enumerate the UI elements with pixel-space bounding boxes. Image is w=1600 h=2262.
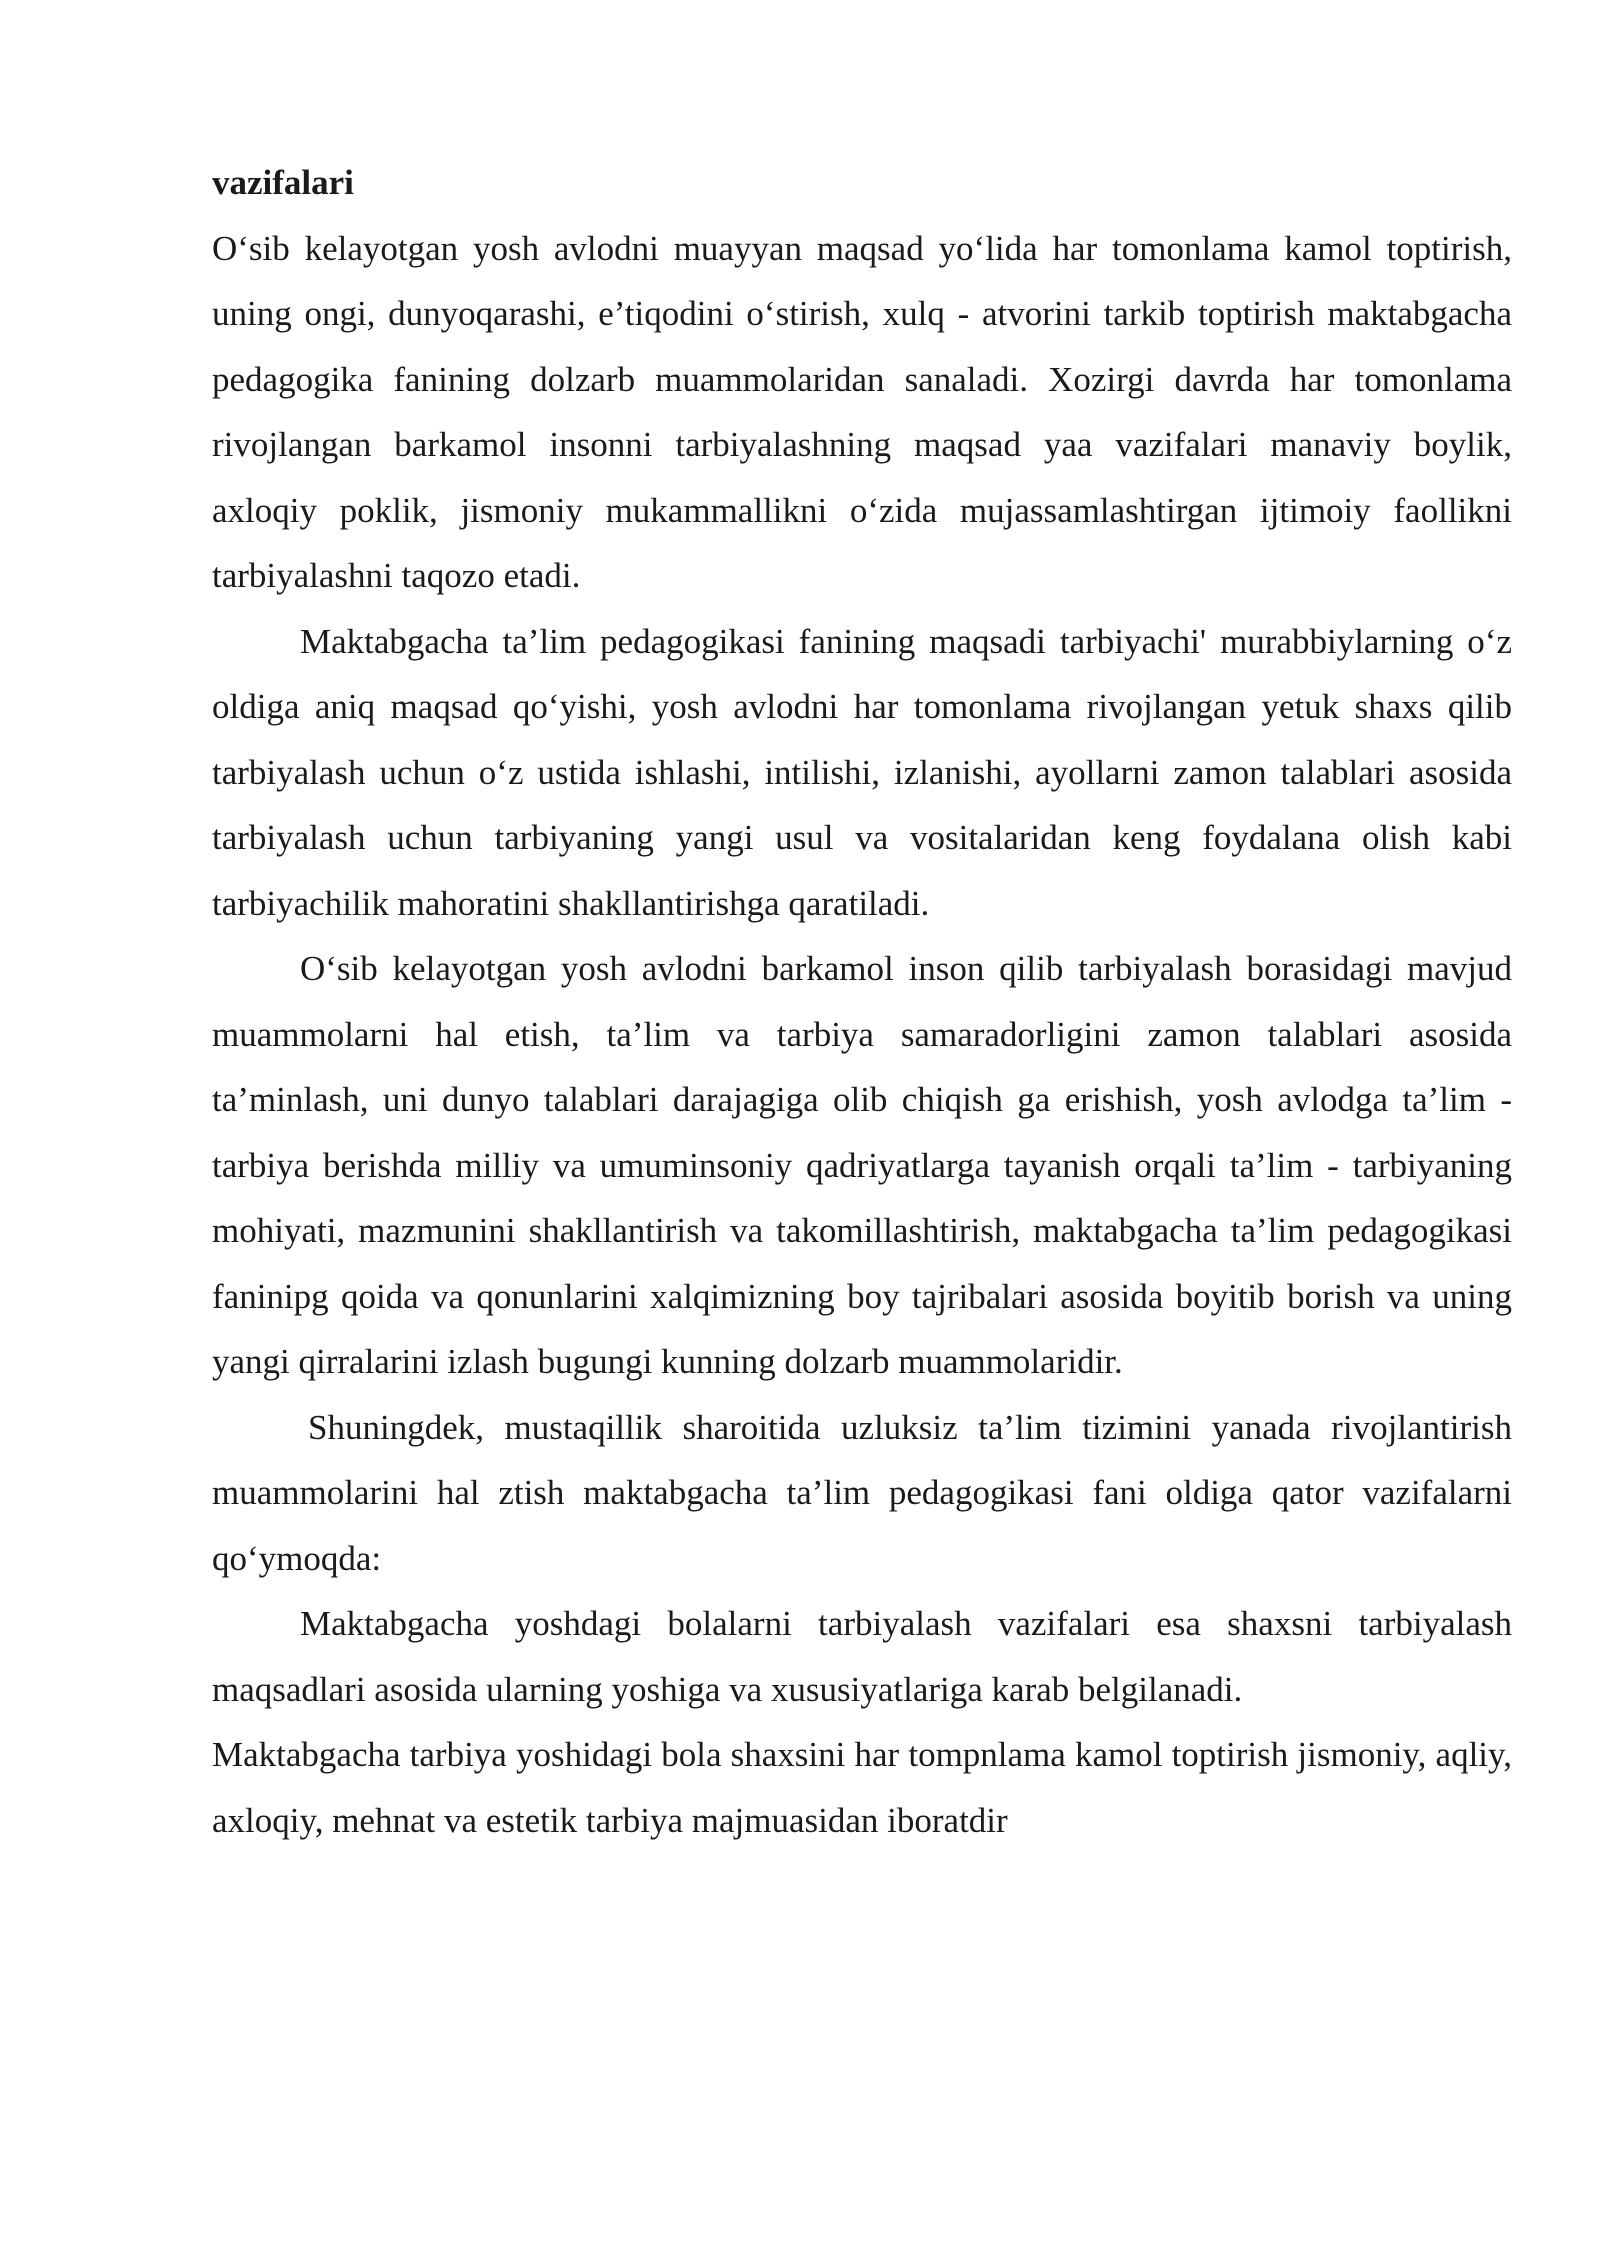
paragraph-4: Shuningdek, mustaqillik sharoitida uzluksiz ta’lim tizimini yanada rivojlantirish muammolarini hal ztish maktabgacha ta’lim pedagogikasi fani oldiga qator vazifalarni qo‘ymoqda: [212,1407,1512,1578]
paragraph-3: O‘sib kelayotgan yosh avlodni barkamol inson qilib tarbiyalash borasidagi mavjud muammolarni hal etish, ta’lim va tarbiya samaradorligini zamon talablari asosida ta’minlash, uni dunyo talablari darajagiga olib chiqish ga erishish, yosh avlodga ta’lim - tarbiya berishda milliy va umuminsoniy qadriyatlarga tayanish orqali ta’lim - tarbiyaning mohiyati, mazmunini shakllantirish va takomillashtirish, maktabgacha ta’lim pedagogikasi faninipg qoida va qonunlarini xalqimizning boy tajribalari asosida boyitib borish va uning yangi qirralarini izlash bugungi kunning dolzarb muammolaridir. [212,949,1512,1381]
document-page [212,150,1512,1853]
paragraph-6: Maktabgacha tarbiya yoshidagi bola shaxsini har tompnlama kamol toptirish jismoniy, aqliy, axloqiy, mehnat va estetik tarbiya majmuasidan iboratdir [212,1735,1512,1840]
paragraph-2: Maktabgacha ta’lim pedagogikasi fanining maqsadi tarbiyachi' murabbiylarning o‘z oldiga aniq maqsad qo‘yishi, yosh avlodni har tomonlama rivojlangan yetuk shaxs qilib tarbiyalash uchun o‘z ustida ishlashi, intilishi, izlanishi, ayollarni zamon talablari asosida tarbiyalash uchun tarbiyaning yangi usul va vositalaridan keng foydalana olish kabi tarbiyachilik mahoratini shakllantirishga qaratiladi. [212,621,1512,923]
document-heading: vazifalari [212,163,354,202]
paragraph-5: Maktabgacha yoshdagi bolalarni tarbiyalash vazifalari esa shaxsni tarbiyalash maqsadlari asosida ularning yoshiga va xususiyatlariga karab belgilanadi. [212,1604,1512,1709]
paragraph-1: O‘sib kelayotgan yosh avlodni muayyan maqsad yo‘lida har tomonlama kamol toptirish, uning ongi, dunyoqarashi, e’tiqodini o‘stirish, xulq - atvorini tarkib toptirish maktabgacha pedagogika fanining dolzarb muammolaridan sanaladi. Xozirgi davrda har tomonlama rivojlangan barkamol insonni tarbiyalashning maqsad yaa vazifalari manaviy boylik, axloqiy poklik, jismoniy mukammallikni o‘zida mujassamlashtirgan ijtimoiy faollikni tarbiyalashni taqozo etadi. [212,228,1512,595]
